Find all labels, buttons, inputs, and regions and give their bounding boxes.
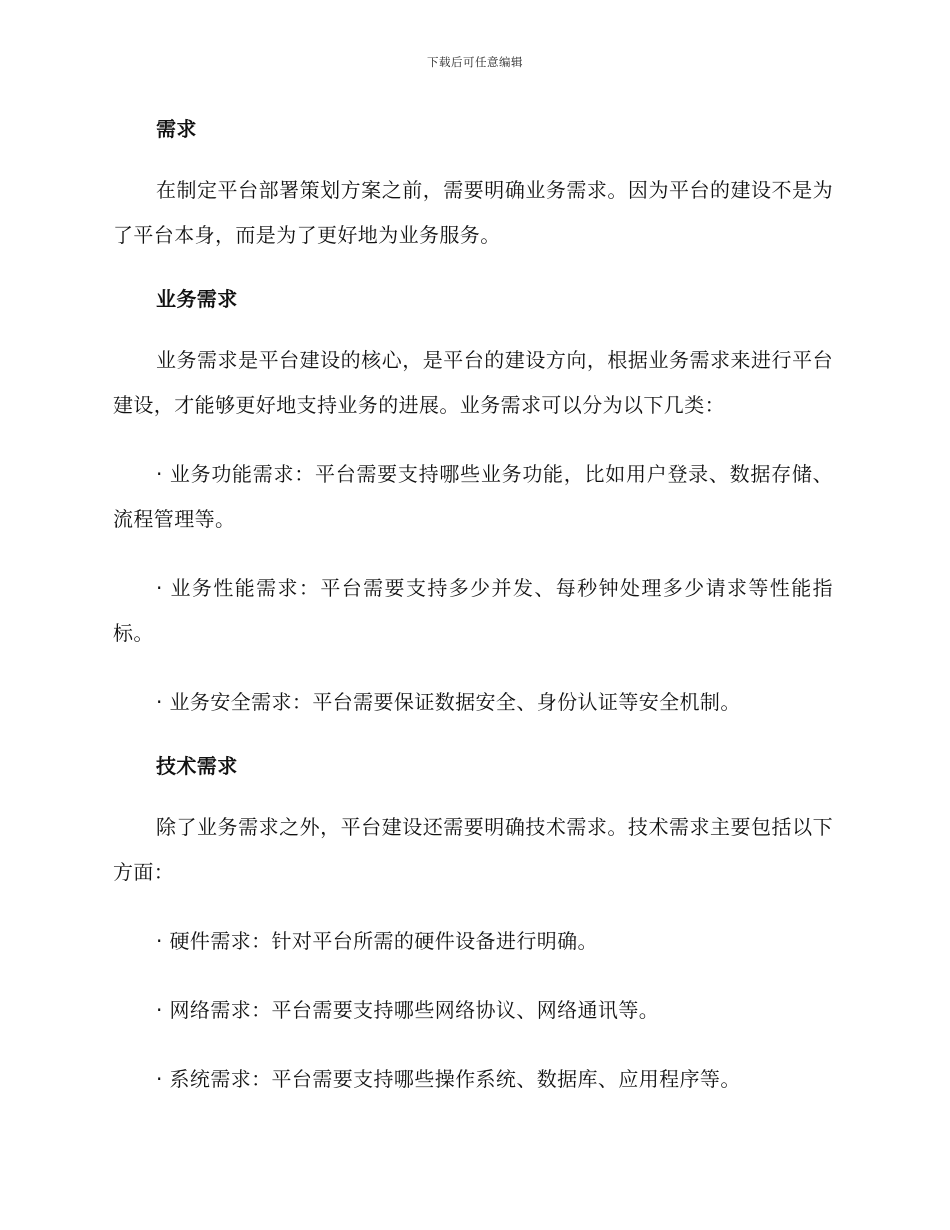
section-heading-technical-requirements: 技术需求 [156, 754, 238, 778]
section-heading-requirements: 需求 [156, 117, 197, 141]
paragraph: 在制定平台部署策划方案之前，需要明确业务需求。因为平台的建设不是为了平台本身，而是为了更好地为业务服务。 [113, 178, 833, 247]
bullet-item: · 网络需求：平台需要支持哪些网络协议、网络通讯等。 [156, 998, 660, 1022]
bullet-item: · 业务功能需求：平台需要支持哪些业务功能，比如用户登录、数据存储、流程管理等。 [113, 462, 833, 531]
paragraph: 除了业务需求之外，平台建设还需要明确技术需求。技术需求主要包括以下方面： [113, 815, 833, 884]
bullet-item: · 业务性能需求：平台需要支持多少并发、每秒钟处理多少请求等性能指标。 [113, 576, 833, 645]
document-body [113, 112, 833, 1126]
header-note: 下载后可任意编辑 [427, 55, 523, 69]
bullet-item: · 业务安全需求：平台需要保证数据安全、身份认证等安全机制。 [156, 690, 741, 714]
bullet-item: · 硬件需求：针对平台所需的硬件设备进行明确。 [156, 929, 598, 953]
bullet-item: · 系统需求：平台需要支持哪些操作系统、数据库、应用程序等。 [156, 1067, 741, 1091]
paragraph: 业务需求是平台建设的核心，是平台的建设方向，根据业务需求来进行平台建设，才能够更好地支持业务的进展。业务需求可以分为以下几类： [113, 348, 833, 417]
section-heading-business-requirements: 业务需求 [156, 287, 238, 311]
